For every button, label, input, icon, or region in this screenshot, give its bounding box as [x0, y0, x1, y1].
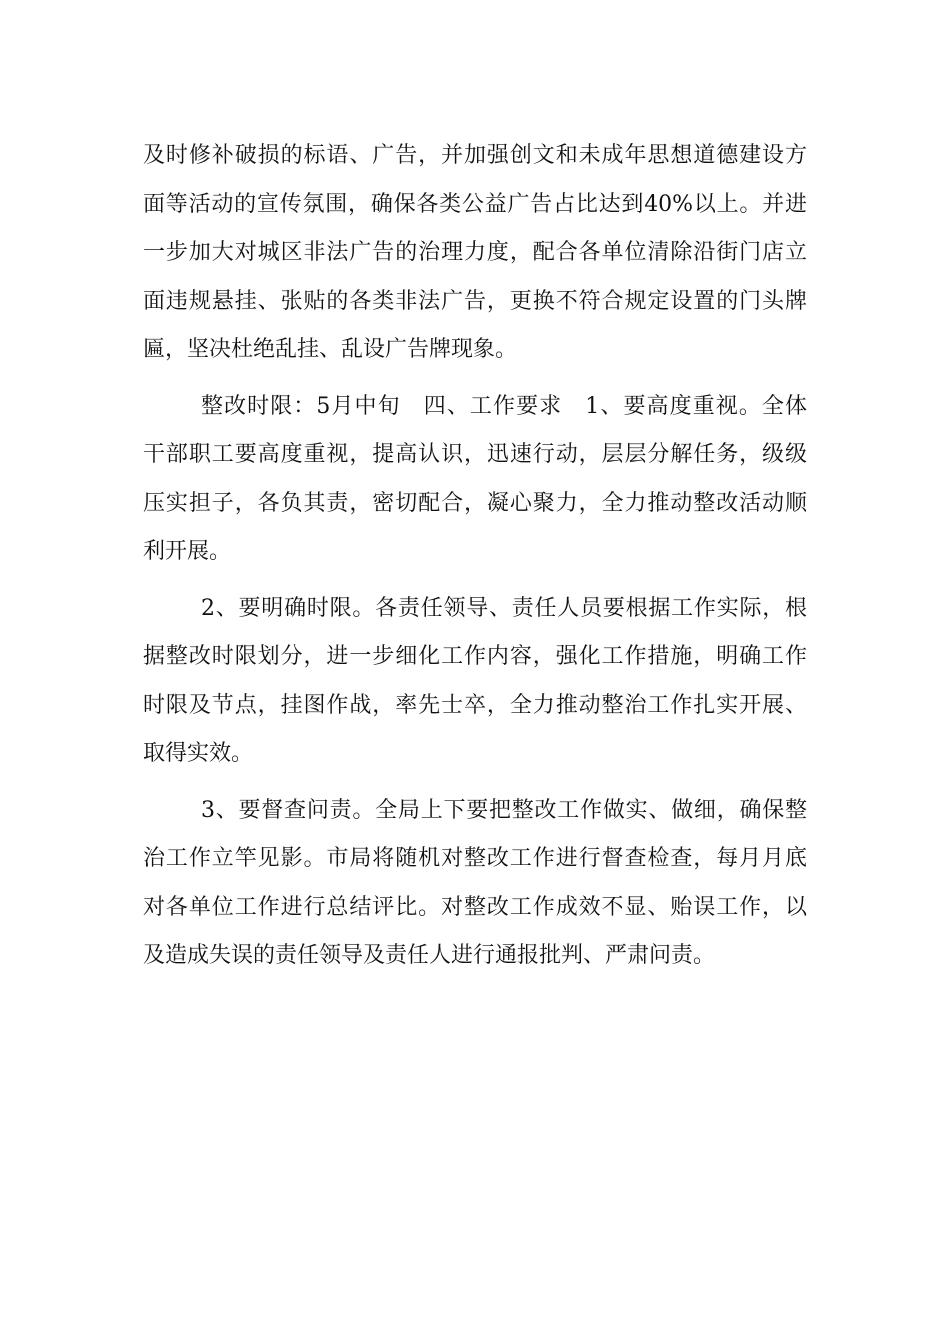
text-line: 时限及节点，挂图作战，率先士卒，全力推动整治工作扎实开展、 [143, 692, 807, 718]
text-line: 匾，坚决杜绝乱挂、乱设广告牌现象。 [143, 337, 518, 362]
text-line: 一步加大对城区非法广告的治理力度，配合各单位清除沿街门店立 [143, 240, 807, 265]
text-line: 及造成失误的责任领导及责任人进行通报批判、严肃问责。 [143, 943, 716, 968]
text-line: 面等活动的宣传氛围，确保各类公益广告占比达到40%以上。并进 [143, 191, 807, 217]
text-line: 对各单位工作进行总结评比。对整改工作成效不显、贻误工作，以 [143, 894, 807, 920]
text-line: 2、要明确时限。各责任领导、责任人员要根据工作实际，根 [201, 595, 807, 621]
paragraph-3 [143, 585, 807, 779]
text-line: 据整改时限划分，进一步细化工作内容，强化工作措施，明确工作 [143, 644, 807, 669]
text-line: 整改时限：5月中旬 四、工作要求 1、要高度重视。全体 [201, 393, 807, 419]
text-line: 压实担子，各负其责，密切配合，凝心聚力，全力推动整改活动顺 [143, 490, 807, 516]
paragraph-4 [143, 787, 807, 981]
paragraph-2 [143, 383, 807, 577]
text-line: 取得实效。 [143, 741, 254, 766]
text-line: 面违规悬挂、张贴的各类非法广告，更换不符合规定设置的门头牌 [143, 288, 807, 314]
text-line: 及时修补破损的标语、广告，并加强创文和未成年思想道德建设方 [143, 143, 807, 168]
text-line: 3、要督查问责。全局上下要把整改工作做实、做细，确保整 [201, 797, 807, 823]
text-line: 治工作立竿见影。市局将随机对整改工作进行督查检查，每月月底 [143, 846, 807, 871]
paragraph-1 [143, 132, 807, 375]
text-line: 利开展。 [143, 539, 232, 564]
document-body [143, 132, 807, 989]
text-line: 干部职工要高度重视，提高认识，迅速行动，层层分解任务，级级 [143, 442, 807, 467]
